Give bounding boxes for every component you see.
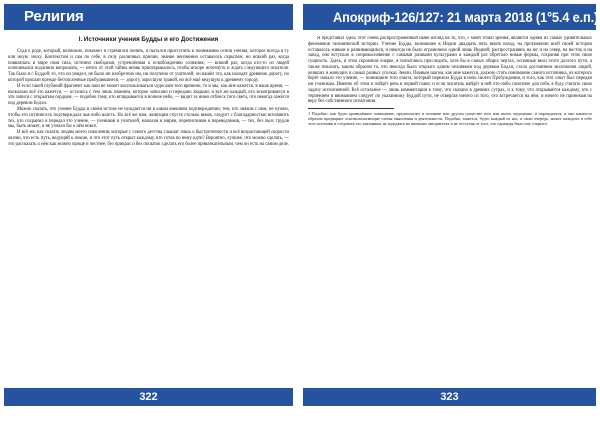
right-header-title: Апокриф-126/127: 21 марта 2018 (1°5.4 е.п.): [333, 9, 599, 25]
left-header-bar: [4, 4, 293, 30]
left-footer-bar: [4, 388, 293, 406]
footnote-divider: [308, 108, 394, 109]
right-paragraph: Я представил здесь этот очень распространённый ныне взгляд на то, что, с моей точки зрения, является одним из самых удивительных феноменов человеческой истории. Учение Будды, возникшее в Индии двадцать пять веков назад, на протяжении всей своей истории оставалось живым и развивающимся, и никогда не было ограничено одной лишь Индией; распространяясь на юг и на север, на восток и на запад, оно вступало в соприкосновение с самыми разными культурами и каждый раз обретало новые формы, сохраняя при этом свою сущность. Здесь, в этом скромном очерке, я попытаюсь проследить, хотя бы в самых общих чертах, основные вехи этого долгого пути, а также показать, каким образом то, что некогда было открыто одним человеком под деревом Бодхи, стало достоянием миллионов людей, живших и живущих в самых разных уголках Земли. Первым шагом, как мне кажется, должно стать понимание самого источника, из которого берёт начало это учение, — понимание того опыта, который пережил Будда в ночь своего Пробуждения, и того, как этот опыт был передан им ученикам. Именно об этом и пойдёт речь в первой главе; и если читатель найдёт в ней что-либо полезное для себя, я буду считать свою задачу исполненной. Всё остальное — лишь комментарии к тому, что сказано в древних сутрах, и к тому, что открывается каждому, кто с терпением и вниманием следует по указанному Буддой пути, не отвергая ничего из того, что встречается на нём, и ничего не принимая на веру без собственного испытания.: [308, 36, 592, 105]
left-paragraph: И всё же, как сказать людям моего поколения, которые с самого детства слышат лишь о быстротечности и всё возрастающей скорости жизни, что есть путь, ведущий к покою, и что этот путь открыт каждому, кто готов по нему идти? Вероятно, лучшее, что можно сделать, — это рассказать о нём как можно проще и честнее, без прикрас и без попыток сделать его более привлекательным, чем он есть на самом деле.: [8, 130, 289, 147]
right-page-column: [308, 36, 592, 384]
left-paragraph: И если такой глубокий фрагмент как наш не может воспользоваться чудесами того времени, то и мы, как мне кажется, в наше время, — насколько всё это кажется, — остались с тем лишь знанием, которое записано и передано людьми; и всё же каждый, кто всматривается в эти записи с открытым сердцем, — подобно тому, кто вглядывается в ночное небо, — видит за ними отблеск того света, что некогда зажёгся под деревом Бодхи.: [8, 83, 289, 107]
footnote: 1 Подобно, как будто приведённое помещение, предполагает в человеке или другом существе того или иного ощущение, и порождается, и оно каким-то образом предваряет основополагающие схемы мышления и деятельности. Подобно, кажется, будто каждый из нас, в свою очередь, может находить в себе этот источник и следовать его указаниям, не нуждаясь во внешних авторитетах и не отступая от того, что однажды было ему открыто.: [308, 111, 592, 127]
right-footer-bar: [303, 388, 596, 406]
left-page-number: 322: [139, 391, 158, 403]
left-header-title: Религия: [24, 8, 84, 25]
section-title: I. Источники учения Будды и его Достижения: [78, 36, 219, 43]
left-paragraph: Можно сказать, что учение Будды в своём истоке не нуждается ни в каком внешнем подтверждении; тем, кто знаком с ним, не нужно, чтобы его истинность подтверждала чья-либо власть. Но всё же нам, живущим спустя столько веков, следует с благодарностью вспомнить тех, кто сохранил и передал это учение, — учеников и учителей, монахов и мирян, переписчиков и переводчиков, — тех, без чьих трудов мы, быть может, и не узнали бы о нём вовсе.: [8, 107, 289, 130]
left-page-column: [8, 36, 289, 384]
right-page-number: 323: [440, 391, 459, 403]
right-header-bar: [303, 4, 599, 30]
left-paragraph: Судя о роде, который, возможно, поможет я стремился понять, я пытался приступить к пониманию основ учения, которое всегда в ту или иную эпоху. Контекстом и сам по себе, в силу различных причин, знание неизменно оставалось скрытым; но всякий раз, когда появлялась в мире своя сила, истинно свободная, устремлённая к освобождению сознания, — всякий раз, когда кто-то из людей осмеливался подлинно вопрошать, — нечто от этой тайны вновь приоткрывалось, чтобы вскоре исчезнуть и ждать следующего искателя. Так было и с Буддой: то, что он увидел, не было ни изобретено им, ни получено от учителей; он нашёл это, как находят древнюю дорогу, по которой прошли прежде бесчисленные пробудившиеся, — дорогу, заросшую травой, но всё ещё ведущую к древнему городу.: [8, 49, 289, 83]
